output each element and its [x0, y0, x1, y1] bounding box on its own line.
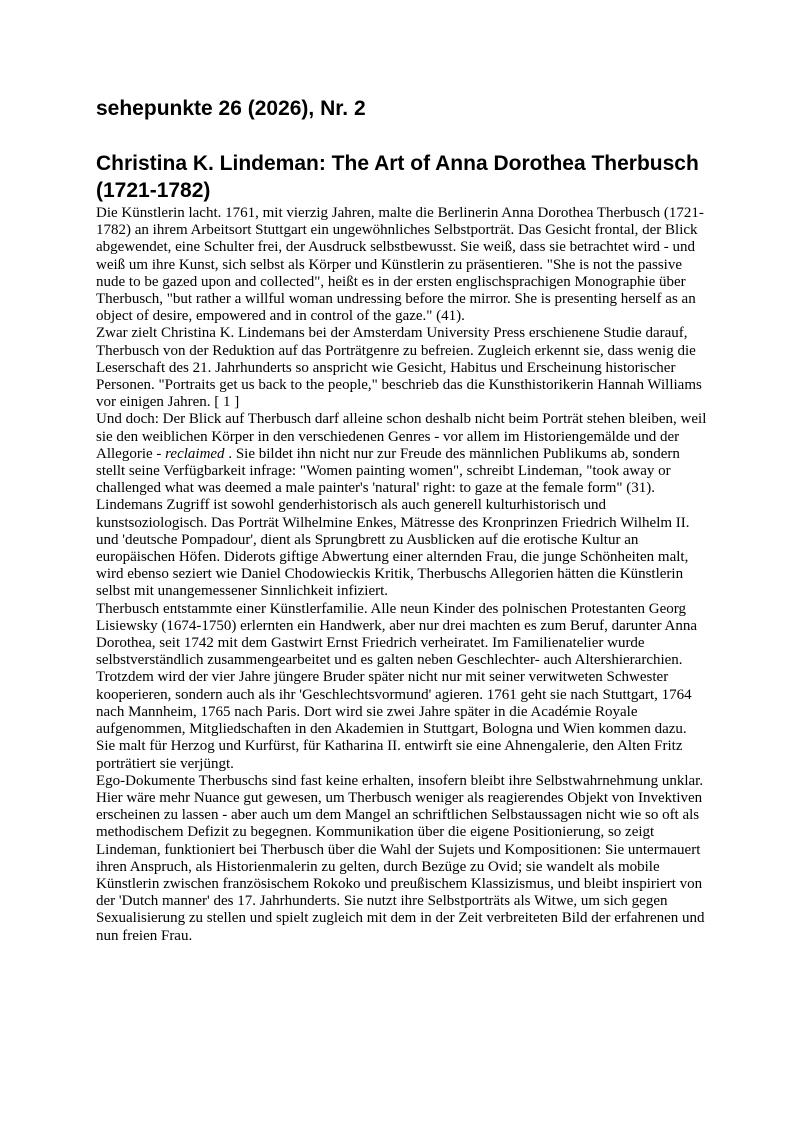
paragraph	[96, 205, 708, 325]
paragraph-text: Zwar zielt Christina K. Lindemans bei der Amsterdam University Press erschienene Studie darauf, Therbusch von der Reduktion auf das Porträtgenre zu befreien. Zugleich erkennt sie, dass wenig die Leserschaft des 21. Jahrhunderts so anspricht wie Gesicht, Habitus und Erscheinung historischer Personen. "Portraits get us back to the people," beschrieb das die Kunsthistorikerin Hannah Williams vor einigen Jahren. [ 1 ]	[96, 325, 702, 411]
paragraph-text: Die Künstlerin lacht. 1761, mit vierzig Jahren, malte die Berlinerin Anna Dorothea Therbusch (1721-1782) an ihrem Arbeitsort Stuttgart ein ungewöhnliches Selbstporträt. Das Gesicht frontal, der Blick abgewendet, eine Schulter frei, der Ausdruck selbstbewusst. Sie weiß, dass sie betrachtet wird - und weiß um ihre Kunst, sich selbst als Körper und Künstlerin zu präsentieren. "She is not the passive nude to be gazed upon and collected", heißt es in der ersten englischsprachigen Monographie über Therbusch, "but rather a willful woman undressing before the mirror. She is presenting herself as an object of desire, empowered and in control of the gaze." (41).	[96, 205, 704, 325]
paragraph-text: Ego-Dokumente Therbuschs sind fast keine erhalten, insofern bleibt ihre Selbstwahrnehmung unklar. Hier wäre mehr Nuance gut gewesen, um Therbusch weniger als reagierendes Objekt von Invektiven erscheinen zu lassen - aber auch um dem Mangel an schriftlichen Selbstaussagen nicht wie so oft als methodischem Defizit zu begegnen. Kommunikation über die eigene Positionierung, so zeigt Lindeman, funktioniert bei Therbusch über die Wahl der Sujets und Kompositionen: Sie untermauert ihren Anspruch, als Historienmalerin zu gelten, durch Bezüge zu Ovid; sie wandelt als mobile Künstlerin zwischen französischem Rokoko und preußischem Klassizismus, und bleibt inspiriert von der 'Dutch manner' des 17. Jahrhunderts. Sie nutzt ihre Selbstporträts als Witwe, um sich gegen Sexualisierung zu stellen und spielt zugleich mit dem in der Zeit verbreiteten Bild der erfahrenen und nun freien Frau.	[96, 772, 705, 944]
paragraph	[96, 325, 708, 411]
paragraph-text: Lindemans Zugriff ist sowohl genderhistorisch als auch generell kulturhistorisch und kunstsoziologisch. Das Porträt Wilhelmine Enkes, Mätresse des Kronprinzen Friedrich Wilhelm II. und 'deutsche Pompadour', dient als Sprungbrett zu Ausblicken auf die erotische Kultur an europäischen Höfen. Diderots giftige Abwertung einer alternden Frau, die junge Schönheiten malt, wird ebenso seziert wie Daniel Chodowieckis Kritik, Therbuschs Allegorien hätten die Künstlerin selbst mit unangemessener Sinnlichkeit infiziert.	[96, 497, 690, 600]
emphasized-term: reclaimed	[165, 445, 225, 462]
article-title: Christina K. Lindeman: The Art of Anna Dorothea Therbusch (1721-1782)	[96, 152, 699, 202]
paragraph	[96, 773, 708, 945]
paragraph	[96, 601, 708, 773]
paragraph	[96, 411, 708, 497]
journal-issue-heading: sehepunkte 26 (2026), Nr. 2	[96, 97, 366, 120]
article-body	[96, 205, 708, 945]
paragraph-text: Therbusch entstammte einer Künstlerfamilie. Alle neun Kinder des polnischen Protestanten Georg Lisiewsky (1674-1750) erlernten ein Handwerk, aber nur drei machten es zum Beruf, darunter Anna Dorothea, seit 1742 mit dem Gastwirt Ernst Friedrich verheiratet. Im Familienatelier wurde selbstverständlich zusammengearbeitet und es galten neben Geschlechter- auch Altershierarchien. Trotzdem wird der vier Jahre jüngere Bruder später nicht nur mit seiner verwitweten Schwester kooperieren, sondern auch als ihr 'Geschlechtsvormund' agieren. 1761 geht sie nach Stuttgart, 1764 nach Mannheim, 1765 nach Paris. Dort wird sie zwei Jahre später in die Académie Royale aufgenommen, Mitgliedschaften in den Akademien in Stuttgart, Bologna und Wien kommen dazu. Sie malt für Herzog und Kurfürst, für Katharina II. entwirft sie eine Ahnengalerie, den Alten Fritz porträtiert sie verjüngt.	[96, 600, 698, 772]
paragraph	[96, 497, 708, 600]
paragraph-text: Und doch: Der Blick auf Therbusch darf alleine schon deshalb nicht beim Porträt stehen bleiben, weil sie den weiblichen Körper in den verschiedenen Genres - vor allem im Historiengemälde und der Allegorie -	[96, 411, 707, 462]
paragraph-text: . Sie bildet ihn nicht nur zur Freude des männlichen Publikums ab, sondern stellt seine Verfügbarkeit infrage: "Women painting women", schreibt Lindeman, "took away or challenged what was deemed a male painter's 'natural' right: to gaze at the female form" (31).	[96, 445, 680, 497]
